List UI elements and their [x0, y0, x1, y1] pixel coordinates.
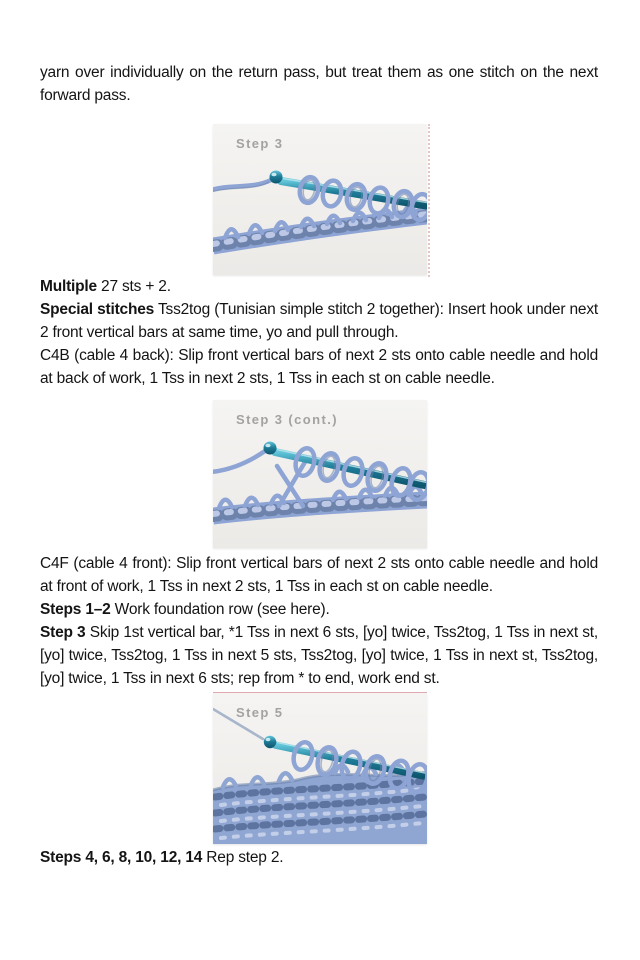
intro-paragraph	[40, 61, 598, 107]
multiple-value: 27 sts + 2.	[96, 278, 171, 295]
steps-1-2-label: Steps 1–2	[40, 601, 111, 618]
steps-1-2-text: Work foundation row (see here).	[110, 601, 330, 618]
photo-step-label: Step 3 (cont.)	[236, 412, 338, 427]
multiple-label: Multiple	[40, 278, 97, 295]
special-stitches-text: Tss2tog (Tunisian simple stitch 2 together): Insert hook under next 2 front vertical bars at same time, yo and pull through.	[40, 301, 598, 341]
photo-step-label: Step 5	[236, 705, 284, 720]
step-3-text: Skip 1st vertical bar, *1 Tss in next 6 sts, [yo] twice, Tss2tog, 1 Tss in next st, [yo] twice, Tss2tog, 1 Tss in next 5 sts, Tss2tog, [yo] twice, 1 Tss in next st, Tss2tog, [yo] twice, 1 Tss in next 6 sts; rep from * to end, work end st.	[40, 624, 598, 687]
steps-even-text: Rep step 2.	[202, 849, 284, 866]
c4f-text: C4F (cable 4 front): Slip front vertical bars of next 2 sts onto cable needle and hold at front of work, 1 Tss in next 2 sts, 1 Tss in each st on cable needle.	[40, 555, 598, 595]
step-3-paragraph	[40, 621, 598, 690]
c4b-text: C4B (cable 4 back): Slip front vertical bars of next 2 sts onto cable needle and hold at back of work, 1 Tss in next 2 sts, 1 Tss in each st on cable needle.	[40, 347, 598, 387]
photo-step-label: Step 3	[236, 136, 284, 151]
step5-photo-figure	[213, 693, 427, 844]
intro-text: yarn over individually on the return pass, but treat them as one stitch on the next forward pass.	[40, 64, 598, 104]
steps-even-line	[40, 846, 598, 869]
steps-even-label: Steps 4, 6, 8, 10, 12, 14	[40, 849, 203, 866]
special-stitches-label: Special stitches	[40, 301, 155, 318]
page-crop-dotted-line	[428, 124, 430, 277]
c4b-paragraph	[40, 344, 598, 390]
steps-1-2-line	[40, 598, 598, 621]
c4f-paragraph	[40, 552, 598, 598]
step-3-label: Step 3	[40, 624, 86, 641]
step3-photo-figure	[213, 124, 427, 275]
multiple-line	[40, 275, 598, 298]
special-stitches-paragraph	[40, 298, 598, 344]
step3-cont-photo-figure	[213, 400, 427, 548]
